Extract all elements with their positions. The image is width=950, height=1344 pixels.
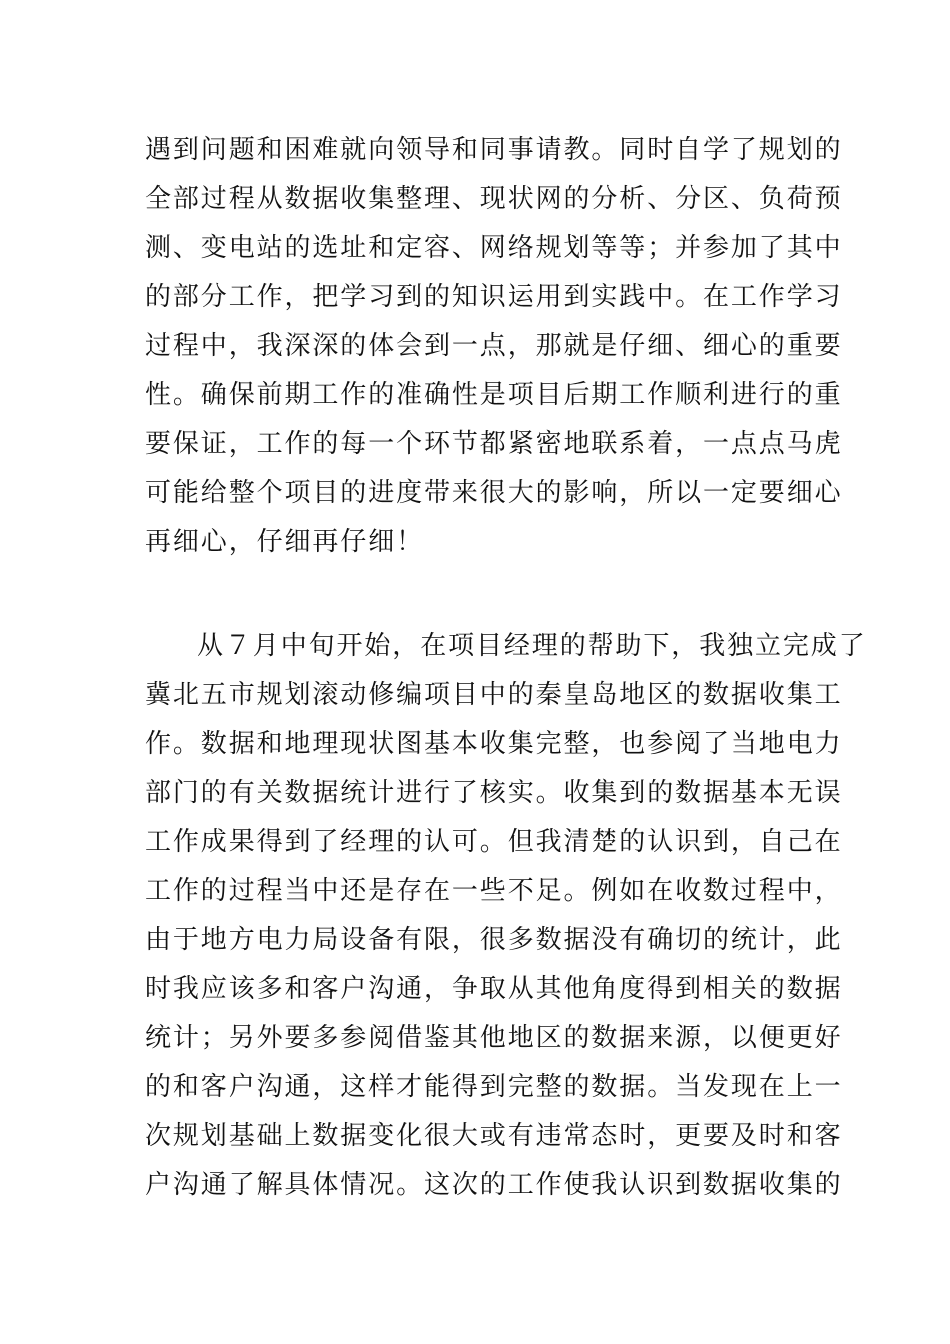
paragraph-first-line: 从７月中旬开始，在项目经理的帮助下，我独立完成了: [197, 631, 867, 661]
paragraph-line: 时我应该多和客户沟通，争取从其他角度得到相关的数据: [145, 974, 843, 1004]
paragraph-line: 作。数据和地理现状图基本收集完整，也参阅了当地电力: [145, 729, 843, 759]
paragraph-line: 要保证，工作的每一个环节都紧密地联系着，一点点马虎: [145, 429, 843, 459]
paragraph-line: 部门的有关数据统计进行了核实。收集到的数据基本无误: [145, 778, 843, 808]
paragraph-line: 工作成果得到了经理的认可。但我清楚的认识到，自己在: [145, 827, 843, 857]
paragraph-line: 冀北五市规划滚动修编项目中的秦皇岛地区的数据收集工: [145, 680, 843, 710]
paragraph-line: 性。确保前期工作的准确性是项目后期工作顺利进行的重: [145, 380, 843, 410]
paragraph-line: 的和客户沟通，这样才能得到完整的数据。当发现在上一: [145, 1072, 843, 1102]
paragraph-line: 测、变电站的选址和定容、网络规划等等；并参加了其中: [145, 233, 843, 263]
paragraph-line: 遇到问题和困难就向领导和同事请教。同时自学了规划的: [145, 135, 843, 165]
paragraph-line: 户沟通了解具体情况。这次的工作使我认识到数据收集的: [145, 1170, 843, 1200]
paragraph-line: 的部分工作，把学习到的知识运用到实践中。在工作学习: [145, 282, 843, 312]
paragraph-line: 统计；另外要多参阅借鉴其他地区的数据来源，以便更好: [145, 1023, 843, 1053]
paragraph-line: 全部过程从数据收集整理、现状网的分析、分区、负荷预: [145, 184, 843, 214]
paragraph-line: 可能给整个项目的进度带来很大的影响，所以一定要细心: [145, 478, 843, 508]
paragraph-line: 工作的过程当中还是存在一些不足。例如在收数过程中，: [145, 876, 843, 906]
paragraph-line: 由于地方电力局设备有限，很多数据没有确切的统计，此: [145, 925, 843, 955]
paragraph-line: 再细心，仔细再仔细！: [145, 527, 425, 557]
paragraph-line: 次规划基础上数据变化很大或有违常态时，更要及时和客: [145, 1121, 843, 1151]
paragraph-line: 过程中，我深深的体会到一点，那就是仔细、细心的重要: [145, 331, 843, 361]
